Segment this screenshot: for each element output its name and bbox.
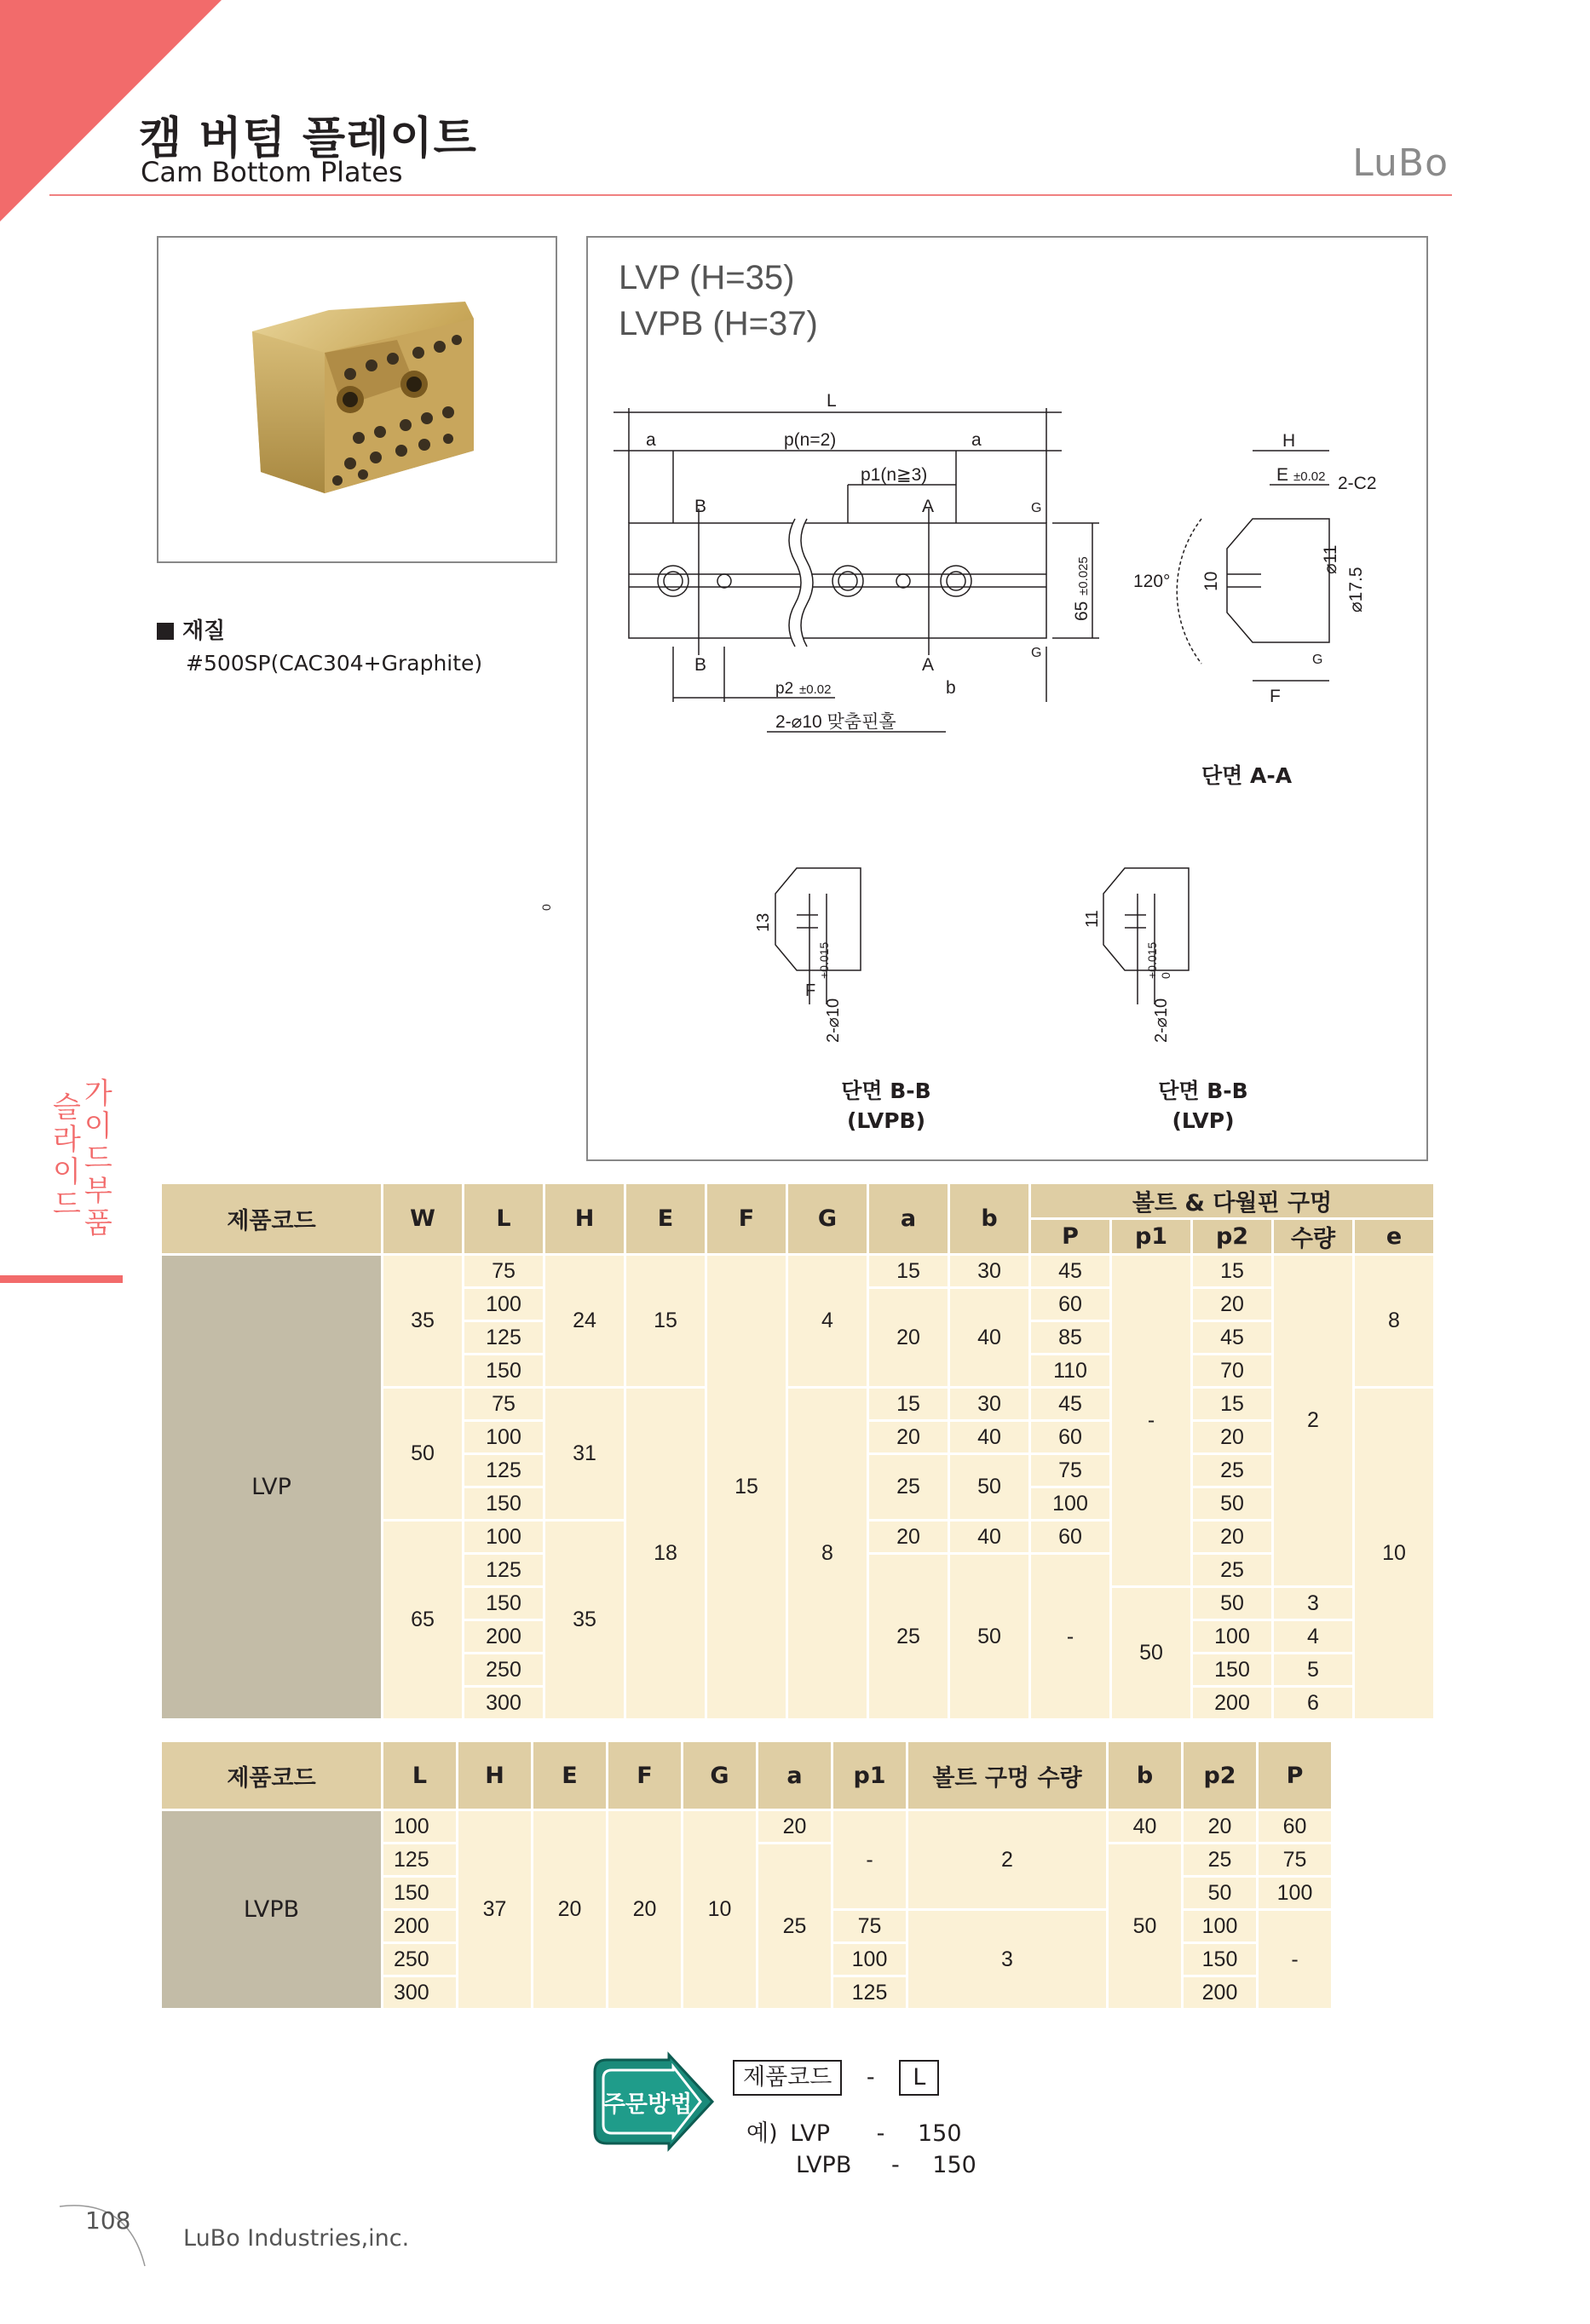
cell-L: 100 [464,1289,543,1320]
cell-p2: 20 [1193,1289,1271,1320]
th-b: b [950,1184,1028,1253]
dim-hole-lvpb: 2-⌀10 [824,998,843,1043]
section-aa-title: 단면 A-A [1201,763,1293,788]
th-b: b [1109,1742,1181,1809]
page-subtitle: Cam Bottom Plates [141,156,403,188]
order-ex2-val: 150 [932,2152,976,2178]
cell-a: 20 [869,1289,948,1386]
order-format [733,2060,939,2096]
product-photo [157,236,557,563]
technical-drawing [539,236,1428,1161]
cell-L: 100 [464,1522,543,1552]
section-bb-lvpb [775,868,861,1004]
cell-W: 35 [383,1256,462,1386]
category-side-tab [53,1078,121,1240]
footer-company: LuBo Industries,inc. [183,2225,410,2252]
bullet-square-icon [157,623,174,640]
cell-b: 30 [950,1256,1028,1286]
order-dash: - [866,2064,875,2091]
cell-p1: - [1112,1256,1190,1585]
cell-p2: 45 [1193,1322,1271,1353]
cell-G: 4 [788,1256,867,1386]
cell-e: 8 [1355,1256,1433,1386]
dim-10: 10 [1201,571,1221,591]
cell-p1: 125 [833,1977,906,2008]
dim-d11: ⌀11 [1321,544,1340,574]
th-F: F [608,1742,681,1809]
cell-b: 50 [950,1555,1028,1718]
cell-E: 15 [626,1256,705,1386]
dim-hole-tol-bot-lvpb: 0 [539,904,553,911]
cell-P: 60 [1259,1811,1331,1842]
cell-p1: 75 [833,1911,906,1941]
header-divider [49,194,1452,196]
cell-H: 24 [545,1256,624,1386]
cell-L: 250 [464,1654,543,1685]
cell-L: 200 [383,1911,456,1941]
dim-A-top: A [922,497,935,516]
th-code: 제품코드 [162,1742,381,1809]
th-qty: 볼트 구멍 수량 [908,1742,1106,1809]
dim-F-2: F [805,981,816,1000]
cell-p2: 15 [1193,1389,1271,1419]
cell-W: 50 [383,1389,462,1519]
order-badge-label: 주문방법 [602,2091,693,2118]
order-ex-prefix: 예) [746,2120,778,2147]
dim-pn2: p(n=2) [784,430,837,450]
front-view [614,408,1099,732]
cell-qty: 3 [1274,1588,1352,1619]
cell-G: 10 [683,1811,756,2008]
cell-a: 20 [869,1422,948,1452]
side-tab-char: 품 [84,1206,112,1240]
cell-P: 45 [1031,1389,1109,1419]
cam-plate-image [158,238,556,561]
th-bolt-group: 볼트 & 다월핀 구멍 [1031,1184,1433,1217]
cell-P: - [1031,1555,1109,1718]
th-p1: p1 [1112,1220,1190,1253]
section-bb-lvp-labels [1083,910,1248,1133]
side-tab-char: 부 [84,1174,112,1208]
cell-p2: 25 [1193,1455,1271,1486]
section-aa-view [1177,451,1329,681]
cell-E: 18 [626,1389,705,1718]
th-E: E [533,1742,606,1809]
cell-b: 40 [950,1522,1028,1552]
cell-a: 25 [869,1455,948,1519]
cell-b: 50 [1109,1844,1181,2008]
cell-a: 20 [869,1522,948,1552]
dim-B-bottom: B [694,655,707,675]
th-e: e [1355,1220,1433,1253]
cell-E: 20 [533,1811,606,2008]
dim-p1: p1(n≧3) [861,465,928,485]
order-example-2 [796,2152,976,2178]
drawing-svg [539,238,1426,1159]
cell-P: 100 [1031,1488,1109,1519]
cell-qty: 5 [1274,1654,1352,1685]
cell-a: 15 [869,1389,948,1419]
th-G: G [683,1742,756,1809]
section-aa-labels [1133,431,1377,788]
cell-p2: 150 [1193,1654,1271,1685]
dim-H: H [1282,431,1296,451]
cell-p2: 15 [1193,1256,1271,1286]
side-tab-char: 슬 [53,1090,81,1125]
th-p1: p1 [833,1742,906,1809]
side-tab-char: 드 [84,1142,112,1176]
cell-H: 37 [458,1811,531,2008]
cell-L: 250 [383,1944,456,1975]
cell-a: 20 [758,1811,831,1842]
cell-e: 10 [1355,1389,1433,1718]
dim-65: 65 [1072,601,1092,621]
dim-E-tol: ±0.02 [1293,469,1326,484]
th-H: H [458,1742,531,1809]
order-example-1 [746,2114,962,2148]
dim-G-3: G [1312,653,1323,667]
dim-G-1: G [1031,501,1042,515]
section-bb-lvpb-sub: (LVPB) [846,1108,926,1133]
lvp-spec-table [159,1182,1436,1721]
cell-L: 150 [383,1878,456,1908]
cell-L: 200 [464,1621,543,1652]
cell-L: 75 [464,1389,543,1419]
cell-b: 40 [950,1422,1028,1452]
cell-b: 50 [950,1455,1028,1519]
th-H: H [545,1184,624,1253]
cell-p2: 200 [1184,1977,1256,2008]
cell-p1: - [833,1811,906,1908]
dim-hole-tol-lvp: +0.015 [1145,941,1159,979]
section-bb-lvpb-labels [539,904,931,1133]
cell-p2: 150 [1184,1944,1256,1975]
cell-p2: 50 [1193,1488,1271,1519]
cell-P: 75 [1031,1455,1109,1486]
dim-G-2: G [1031,646,1042,660]
cell-P: 45 [1031,1256,1109,1286]
brand-logo: LuBo [1352,141,1449,185]
cell-W: 65 [383,1522,462,1718]
side-tab-char: 이 [53,1155,81,1189]
cell-L: 125 [383,1844,456,1875]
section-bb-lvp-title: 단면 B-B [1158,1079,1248,1103]
side-tab-char: 이 [84,1109,112,1143]
cell-a: 15 [869,1256,948,1286]
cell-L: 100 [464,1422,543,1452]
order-ex2-code: LVPB [796,2152,852,2178]
cell-p2: 25 [1193,1555,1271,1585]
th-p2: p2 [1184,1742,1256,1809]
cell-L: 125 [464,1555,543,1585]
th-qty: 수량 [1274,1220,1352,1253]
cell-L: 300 [383,1977,456,2008]
dim-hole-tol-bot-lvp: 0 [1159,972,1172,979]
cell-code: LVP [162,1256,381,1718]
dim-p2-tol: ±0.02 [799,682,832,697]
front-view-labels [646,391,1092,732]
page-title: 캠 버텀 플레이트 [139,113,477,164]
cell-G: 8 [788,1389,867,1718]
cell-p1: 50 [1112,1588,1190,1718]
order-ex1-val: 150 [917,2120,962,2147]
section-bb-lvp-sub: (LVP) [1172,1108,1235,1133]
cell-p2: 100 [1193,1621,1271,1652]
cell-p2: 50 [1184,1878,1256,1908]
dim-b: b [946,678,956,698]
th-W: W [383,1184,462,1253]
dim-11: 11 [1083,910,1102,928]
section-bb-lvp [1103,868,1189,1004]
cell-b: 40 [950,1289,1028,1386]
cell-p1: 100 [833,1944,906,1975]
cell-p2: 200 [1193,1688,1271,1718]
cell-P: 60 [1031,1522,1109,1552]
th-F: F [707,1184,786,1253]
order-method-badge [588,2055,714,2149]
dim-a-right: a [971,430,982,450]
dim-hole-tol-lvpb: +0.015 [817,941,831,979]
cell-qty: 3 [908,1911,1106,2008]
th-p2: p2 [1193,1220,1271,1253]
order-ex1-code: LVP [790,2120,831,2147]
dim-c2: 2-C2 [1338,474,1377,493]
order-ex2-dash: - [890,2152,900,2178]
th-G: G [788,1184,867,1253]
cell-code: LVPB [162,1811,381,2008]
dim-E: E [1276,465,1289,485]
cell-p2: 20 [1193,1422,1271,1452]
order-L-box: L [899,2060,939,2096]
cell-a: 25 [869,1555,948,1718]
cell-H: 35 [545,1522,624,1718]
dim-13: 13 [754,912,773,932]
cell-P: 60 [1031,1289,1109,1320]
cell-L: 100 [383,1811,456,1842]
cell-F: 15 [707,1256,786,1718]
section-bb-lvpb-title: 단면 B-B [841,1079,931,1103]
cell-qty: 2 [1274,1256,1352,1585]
model-label-lvp: LVP (H=35) [619,259,795,296]
cell-L: 150 [464,1588,543,1619]
dim-F: F [1270,687,1281,706]
cell-L: 150 [464,1488,543,1519]
dim-a-left: a [646,430,656,450]
cell-P: 75 [1259,1844,1331,1875]
th-code: 제품코드 [162,1184,381,1253]
cell-p2: 20 [1184,1811,1256,1842]
th-a: a [758,1742,831,1809]
material-value: #500SP(CAC304+Graphite) [186,651,483,676]
cell-qty: 2 [908,1811,1106,1908]
cell-a: 25 [758,1844,831,2008]
side-tab-char: 드 [53,1188,81,1222]
page-number: 108 [85,2206,131,2235]
cell-P: 110 [1031,1355,1109,1386]
cell-L: 150 [464,1355,543,1386]
dim-angle: 120° [1133,572,1171,591]
dim-hole-lvp: 2-⌀10 [1152,998,1171,1043]
dim-pinhole: 2-⌀10 맞춤핀홀 [775,712,896,732]
th-E: E [626,1184,705,1253]
th-a: a [869,1184,948,1253]
cell-L: 75 [464,1256,543,1286]
dim-d175: ⌀17.5 [1346,567,1366,613]
cell-L: 300 [464,1688,543,1718]
cell-P: 60 [1031,1422,1109,1452]
material-label: 재질 [182,618,226,644]
cell-qty: 6 [1274,1688,1352,1718]
cell-L: 125 [464,1322,543,1353]
th-P: P [1259,1742,1331,1809]
cell-H: 31 [545,1389,624,1519]
model-label-lvpb: LVPB (H=37) [619,305,818,342]
cell-P: 100 [1259,1878,1331,1908]
order-code-box: 제품코드 [733,2060,842,2096]
cell-P: 85 [1031,1322,1109,1353]
cell-F: 20 [608,1811,681,2008]
th-L: L [464,1184,543,1253]
cell-L: 125 [464,1455,543,1486]
cell-p2: 70 [1193,1355,1271,1386]
lvpb-spec-table [159,1740,1334,2010]
material-heading [157,613,225,645]
cell-b: 30 [950,1389,1028,1419]
cell-qty: 4 [1274,1621,1352,1652]
dim-L: L [827,391,837,411]
dim-A-bottom: A [922,655,935,675]
dim-B-top: B [694,497,707,516]
cell-p2: 50 [1193,1588,1271,1619]
side-tab-char: 가 [84,1077,112,1111]
side-tab-bar [0,1275,123,1283]
cell-b: 40 [1109,1811,1181,1842]
cell-p2: 100 [1184,1911,1256,1941]
order-ex1-dash: - [876,2120,885,2147]
cell-p2: 25 [1184,1844,1256,1875]
dim-p2: p2 [775,680,794,698]
th-P: P [1031,1220,1109,1253]
cell-p2: 20 [1193,1522,1271,1552]
dim-65-tol: ±0.025 [1076,556,1091,595]
th-L: L [383,1742,456,1809]
cell-P: - [1259,1911,1331,2008]
side-tab-char: 라 [53,1123,81,1157]
